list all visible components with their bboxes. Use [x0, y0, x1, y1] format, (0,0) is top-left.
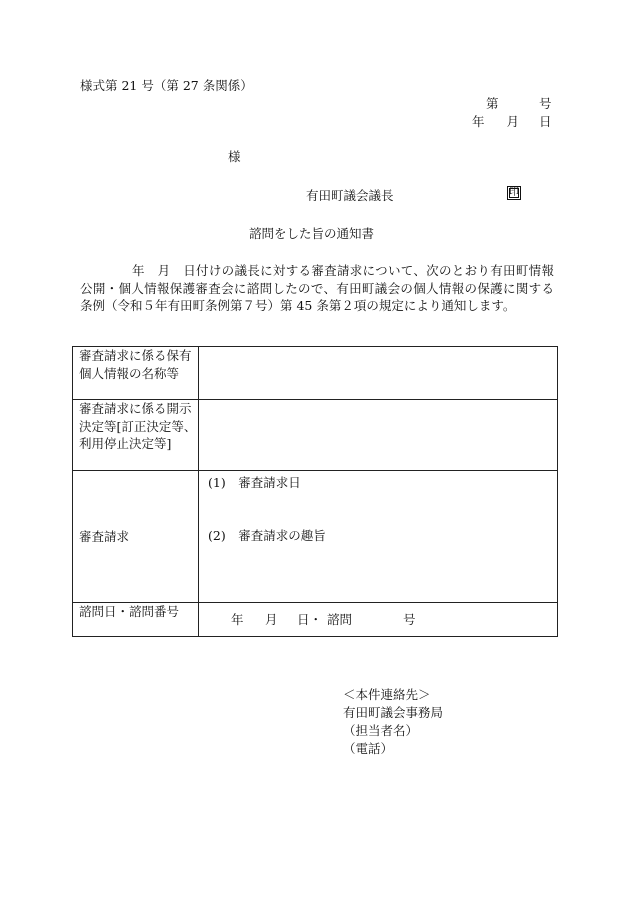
- row-label-info-name: 審査請求に係る保有個人情報の名称等: [73, 347, 199, 400]
- table-row: [73, 471, 558, 603]
- row-label-inquiry-date-number: 諮問日・諮問番号: [73, 603, 199, 637]
- addressee-honorific: 様: [228, 149, 241, 164]
- value-cell-review-request: [199, 471, 558, 603]
- table-row: [73, 603, 558, 637]
- document-number-suffix: 号: [539, 96, 552, 111]
- date-day: 日: [539, 114, 552, 129]
- document-number-label: 第: [486, 96, 499, 111]
- review-request-purpose-item: (2) 審査請求の趣旨: [208, 528, 326, 543]
- date-month: 月: [506, 114, 520, 129]
- notification-table: [72, 346, 558, 637]
- inquiry-label: 諮問: [327, 612, 353, 627]
- body-paragraph: 年 月 日付けの議長に対する審査請求について、次のとおり有田町情報公開・個人情報保護審査会に諮問したので、有田町議会の個人情報の保護に関する条例（令和５年有田町条例第７号）第 45 条第２項の規定により通知します。: [80, 263, 554, 313]
- issue-date: [472, 114, 552, 130]
- contact-block: [343, 686, 443, 758]
- value-cell-inquiry-date-number: [199, 603, 558, 637]
- inquiry-number-suffix: 号: [403, 612, 416, 627]
- value-cell-info-name: [199, 347, 558, 400]
- sender-name: 有田町議会議長: [306, 188, 394, 203]
- document-title: 諮問をした旨の通知書: [249, 226, 375, 241]
- date-year: 年: [472, 114, 485, 129]
- inquiry-day: 日・: [297, 612, 323, 627]
- value-cell-disclosure-decision: [199, 400, 558, 471]
- review-request-date-item: (1) 審査請求日: [208, 475, 301, 490]
- row-label-review-request: 審査請求: [73, 471, 199, 603]
- row-label-disclosure-decision: 審査請求に係る開示決定等[訂正決定等、利用停止決定等]: [73, 400, 199, 471]
- contact-person: （担当者名）: [343, 723, 419, 738]
- contact-heading: ＜本件連絡先＞: [343, 687, 431, 702]
- contact-office: 有田町議会事務局: [343, 705, 444, 720]
- seal-mark: 印: [509, 187, 519, 198]
- inquiry-month: 月: [265, 612, 278, 627]
- inquiry-year: 年: [231, 612, 244, 627]
- contact-phone: （電話）: [343, 741, 394, 756]
- table-row: [73, 400, 558, 471]
- table-row: [73, 347, 558, 400]
- form-number: 様式第 21 号（第 27 条関係）: [80, 78, 253, 93]
